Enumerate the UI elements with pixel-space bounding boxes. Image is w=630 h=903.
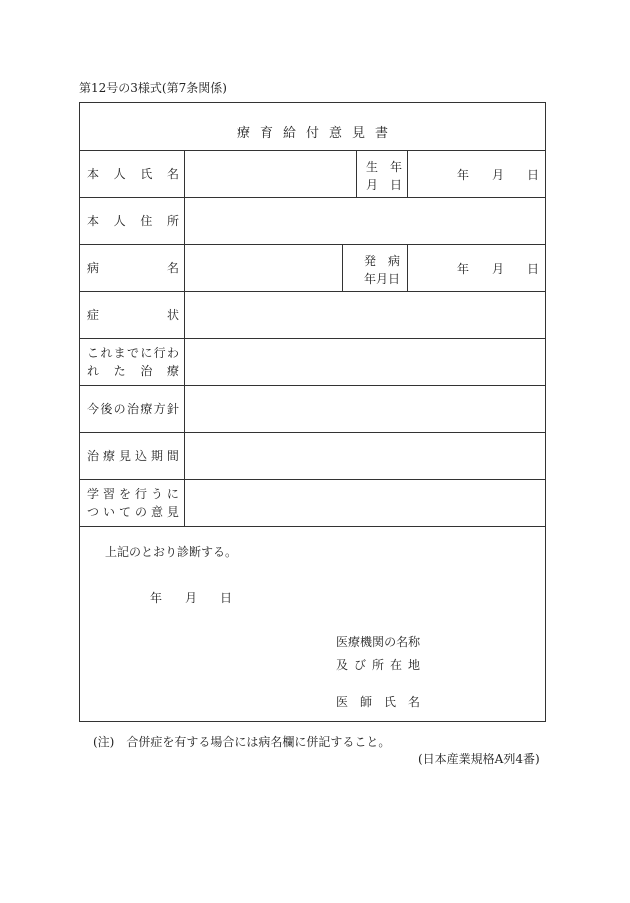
disease-label [87,259,179,278]
paper-spec: (日本産業規格A列4番) [418,752,540,766]
diagnosis-date[interactable] [150,589,232,606]
future-plan-field[interactable] [184,385,546,432]
birthdate-label [362,158,402,194]
treatment-period-label-text: 治 療 見 込 期 間 [87,449,179,463]
study-opinion-line2: つ い て の 意 見 [87,505,179,519]
row-divider [80,526,545,527]
symptom-field[interactable] [184,291,546,338]
study-opinion-line1: 学 習 を 行 う に [87,487,179,501]
column-divider [407,244,408,291]
column-divider [356,150,357,197]
address-label [87,212,179,231]
past-treatment-line1: こ れ ま で に 行 わ [87,346,179,360]
disease-field[interactable] [184,244,342,291]
month-mark: 月 [491,168,504,182]
birthdate-label-line1: 生 年 [365,160,402,174]
onset-date-field[interactable] [457,260,539,277]
treatment-period-field[interactable] [184,432,546,479]
form-number: 第12号の3様式(第7条関係) [79,81,227,95]
institution-line1: 医 療 機 関 の 名 称 [336,635,421,649]
name-field[interactable] [184,150,356,197]
opinion-form-frame [79,102,546,722]
name-label [87,165,179,184]
birthdate-label-line2: 月 日 [365,178,402,192]
past-treatment-line2: れ た 治 療 [87,364,179,378]
symptom-label-text: 症 状 [87,308,179,322]
doctor-name-text: 医 師 氏 名 [336,695,420,709]
address-field[interactable] [184,197,546,244]
month-mark: 月 [491,262,504,276]
study-opinion-label [87,485,179,521]
onset-label-line2: 年月日 [363,272,400,286]
past-treatment-label [87,344,179,380]
year-mark: 年 [457,262,470,276]
treatment-period-label [87,447,179,466]
year-mark: 年 [150,591,163,605]
day-mark: 日 [526,168,539,182]
name-label-text: 本 人 氏 名 [87,167,179,181]
symptom-label [87,306,179,325]
form-title: 療育給付意見書 [236,126,398,141]
day-mark: 日 [219,591,232,605]
onset-label-line1: 発 病 [363,254,400,268]
column-divider [342,244,343,291]
past-treatment-field[interactable] [184,338,546,385]
note: (注) 合併症を有する場合には病名欄に併記すること。 [93,735,391,749]
disease-label-text: 病 名 [87,261,179,275]
address-label-text: 本 人 住 所 [87,214,179,228]
day-mark: 日 [526,262,539,276]
diagnosis-statement: 上記のとおり診断する。 [105,545,238,559]
month-mark: 月 [184,591,197,605]
institution-line2: 及 び 所 在 地 [336,658,420,672]
onset-date-label [348,252,400,288]
doctor-name-label [336,693,420,710]
institution-label [336,633,420,673]
future-plan-label [87,400,179,419]
year-mark: 年 [457,168,470,182]
study-opinion-field[interactable] [184,479,546,526]
future-plan-label-text: 今 後 の 治 療 方 針 [87,402,179,416]
column-divider [407,150,408,197]
birthdate-field[interactable] [457,166,539,183]
